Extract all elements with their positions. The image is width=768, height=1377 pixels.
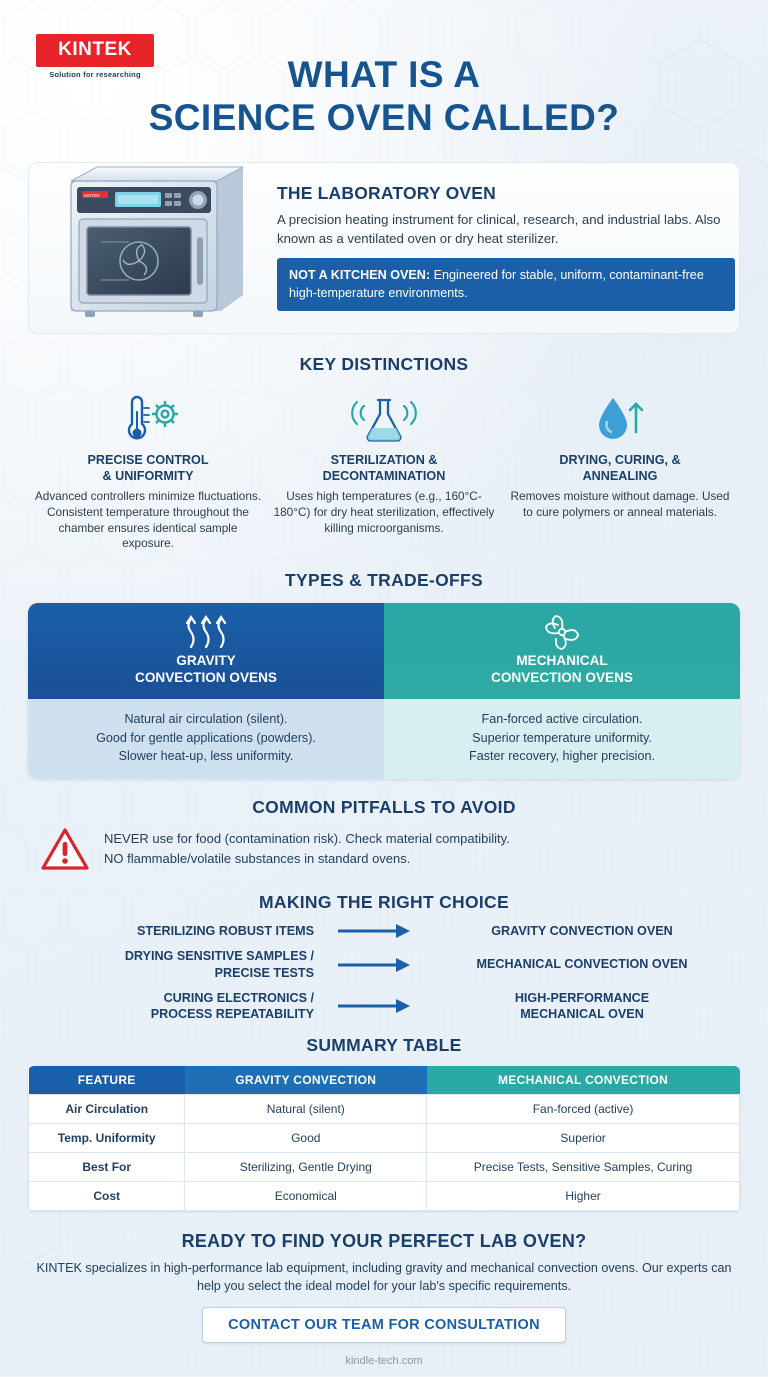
laboratory-oven-illustration [35, 145, 273, 333]
choice-heading: MAKING THE RIGHT CHOICE [259, 891, 509, 912]
title-line-1: WHAT IS A [287, 54, 481, 95]
svg-text:KINTEK: KINTEK [84, 192, 101, 198]
table-cell: Good [185, 1123, 427, 1152]
choice-right-line: MECHANICAL OVEN [520, 1007, 644, 1022]
type-mechanical-header [384, 603, 740, 699]
table-cell: Cost [29, 1181, 185, 1210]
table-row [29, 1123, 740, 1152]
hero-description: A precision heating instrument for clinical, research, and industrial labs. Also known as a ventilated oven or dry heat sterilizer. [277, 211, 721, 246]
choice-row [28, 923, 740, 939]
type-mechanical [384, 603, 740, 779]
title-line: DRYING, CURING, & [559, 452, 681, 467]
choice-row [28, 948, 740, 981]
table-cell: Natural (silent) [185, 1094, 427, 1123]
key-distinctions-heading: KEY DISTINCTIONS [299, 353, 469, 374]
choice-right-line: GRAVITY CONVECTION OVEN [491, 923, 673, 938]
choice-right [420, 956, 740, 972]
choice-right-line: HIGH-PERFORMANCE [514, 990, 650, 1005]
arrow-right-icon [328, 957, 420, 973]
table-cell: Sterilizing, Gentle Drying [185, 1152, 427, 1181]
choice-left-line: PROCESS REPEATABILITY [150, 1007, 314, 1022]
types-heading: TYPES & TRADE-OFFS [285, 570, 483, 591]
choice-left [28, 923, 328, 939]
warning-triangle-icon [40, 826, 90, 872]
table-header-cell: MECHANICAL CONVECTION [427, 1066, 740, 1095]
brand-tagline: Solution for researching [49, 70, 141, 79]
key-distinction-desc: Uses high temperatures (e.g., 160°C-180°C) for dry heat sterilization, effectively killing microorganisms. [273, 489, 495, 535]
brand-logo [36, 34, 154, 79]
contact-consultation-button[interactable]: CONTACT OUR TEAM FOR CONSULTATION [202, 1307, 566, 1343]
type-gravity-name [28, 653, 384, 686]
title-line: STERILIZATION & [330, 452, 438, 467]
name-line: GRAVITY [176, 653, 236, 669]
brand-name: KINTEK [36, 34, 154, 67]
summary-table-heading: SUMMARY TABLE [306, 1034, 462, 1055]
rising-heat-arrows-icon [28, 611, 384, 653]
title-line: DECONTAMINATION [322, 468, 446, 483]
name-line: CONVECTION OVENS [491, 669, 633, 685]
flask-sterilization-icon [270, 389, 498, 451]
table-cell: Best For [29, 1152, 185, 1181]
table-row [29, 1094, 740, 1123]
arrow-right-icon [328, 998, 420, 1014]
key-distinction-item [270, 389, 498, 552]
hero-card [28, 162, 740, 334]
choice-left [28, 948, 328, 981]
name-line: MECHANICAL [516, 653, 608, 669]
table-header-row [29, 1066, 740, 1095]
title-line: & UNIFORMITY [102, 468, 194, 483]
key-distinction-item [506, 389, 734, 552]
title-line: PRECISE CONTROL [87, 452, 209, 467]
pitfall-line: NEVER use for food (contamination risk). Check material compatibility. [104, 831, 510, 847]
type-mechanical-name [384, 653, 740, 686]
body-line: Slower heat-up, less uniformity. [118, 749, 294, 764]
table-cell: Economical [185, 1181, 427, 1210]
type-gravity [28, 603, 384, 779]
table-cell: Fan-forced (active) [427, 1094, 740, 1123]
hero-note [277, 258, 735, 311]
type-mechanical-body [384, 699, 740, 779]
choice-right [420, 990, 740, 1023]
table-row [29, 1181, 740, 1210]
type-gravity-header [28, 603, 384, 699]
choice-right [420, 923, 740, 939]
table-cell: Precise Tests, Sensitive Samples, Curing [427, 1152, 740, 1181]
thermometer-gear-icon [34, 389, 262, 451]
types-comparison [28, 603, 740, 779]
type-gravity-body [28, 699, 384, 779]
choice-left-line: PRECISE TESTS [214, 965, 314, 980]
fan-icon [384, 611, 740, 653]
body-line: Faster recovery, higher precision. [469, 749, 655, 764]
body-line: Good for gentle applications (powders). [96, 730, 316, 745]
key-distinctions-row [28, 389, 740, 552]
title-line: ANNEALING [582, 468, 658, 483]
hero-text-block [273, 163, 739, 311]
key-distinction-title [270, 453, 498, 484]
hero-note-label: NOT A KITCHEN OVEN: [289, 268, 431, 283]
table-row [29, 1152, 740, 1181]
table-header-cell: GRAVITY CONVECTION [185, 1066, 427, 1095]
body-line: Natural air circulation (silent). [124, 712, 288, 727]
body-line: Fan-forced active circulation. [481, 712, 643, 727]
name-line: CONVECTION OVENS [135, 669, 277, 685]
pitfalls-text [104, 829, 510, 868]
body-line: Superior temperature uniformity. [472, 730, 652, 745]
choice-left-line: CURING ELECTRONICS / [163, 990, 314, 1005]
choice-left-line: DRYING SENSITIVE SAMPLES / [124, 949, 314, 964]
table-header-cell: FEATURE [29, 1066, 185, 1095]
water-droplet-arrow-icon [506, 389, 734, 451]
cta-description: KINTEK specializes in high-performance lab equipment, including gravity and mechanical convection ovens. Our experts can help you select the ideal model for your lab's specific requirements. [36, 1260, 732, 1293]
cta-heading: READY TO FIND YOUR PERFECT LAB OVEN? [181, 1230, 587, 1251]
choice-right-line: MECHANICAL CONVECTION OVEN [476, 957, 688, 972]
choice-left [28, 990, 328, 1023]
choice-list [28, 923, 740, 1023]
key-distinction-title [506, 453, 734, 484]
key-distinction-title [34, 453, 262, 484]
pitfalls-heading: COMMON PITFALLS TO AVOID [252, 796, 516, 817]
choice-row [28, 990, 740, 1023]
key-distinction-desc: Advanced controllers minimize fluctuations. Consistent temperature throughout the chamber ensures identical sample exposure. [34, 489, 262, 551]
table-cell: Air Circulation [29, 1094, 185, 1123]
summary-table [28, 1066, 740, 1211]
title-line-2: SCIENCE OVEN CALLED? [148, 96, 620, 138]
choice-left-line: STERILIZING ROBUST ITEMS [136, 923, 314, 938]
arrow-right-icon [328, 923, 420, 939]
hero-title: THE LABORATORY OVEN [277, 182, 497, 203]
key-distinction-item [34, 389, 262, 552]
table-cell: Temp. Uniformity [29, 1123, 185, 1152]
pitfall-line: NO flammable/volatile substances in standard ovens. [104, 850, 411, 866]
pitfalls-block [28, 826, 740, 872]
footer-site: kindle-tech.com [345, 1355, 423, 1368]
table-cell: Higher [427, 1181, 740, 1210]
key-distinction-desc: Removes moisture without damage. Used to cure polymers or anneal materials. [510, 489, 730, 519]
hero-note-text: Engineered for stable, uniform, contaminant-free high-temperature environments. [289, 268, 704, 300]
table-cell: Superior [427, 1123, 740, 1152]
